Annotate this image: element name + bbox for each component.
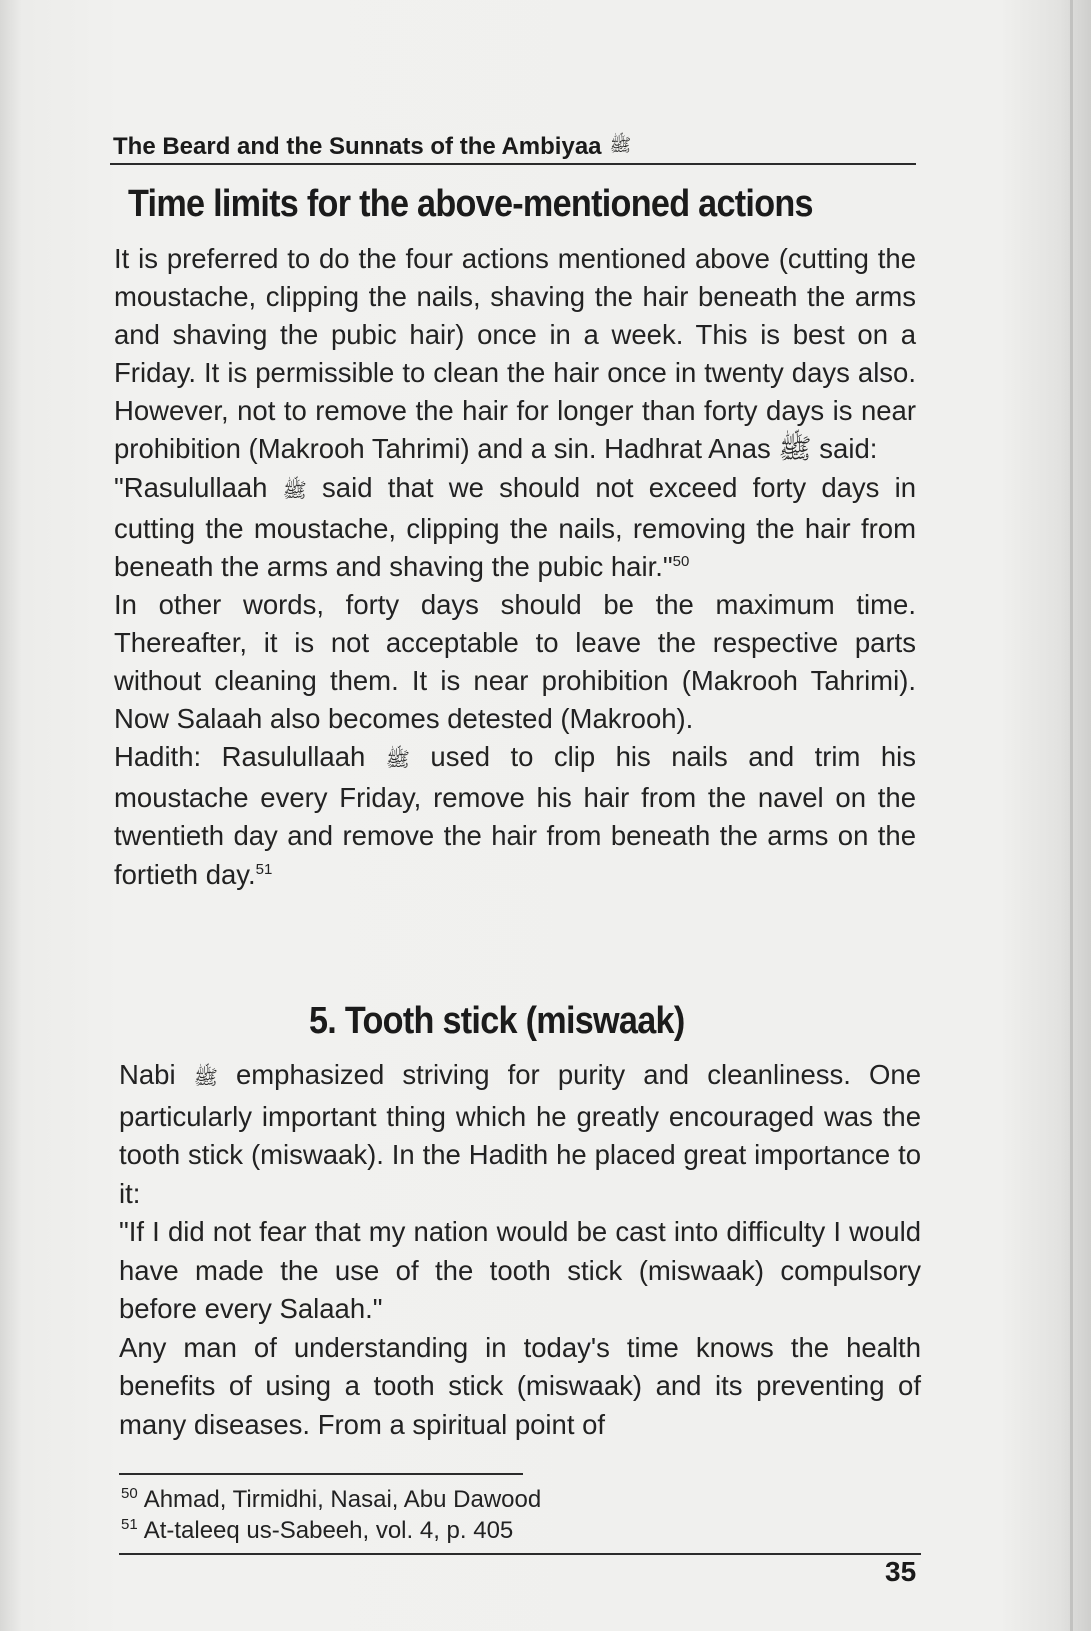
quote-miswaak: "If I did not fear that my nation would be cast into difficulty I would have made the use of the tooth stick (miswaak) compulsory before every Salaah." (119, 1216, 921, 1324)
page-number: 35 (885, 1556, 917, 1587)
honorific-glyph: ﷺ (609, 135, 632, 155)
footnote-number: 50 (121, 1485, 138, 1502)
salutation-glyph: ﷺ (193, 1067, 218, 1089)
footnote-rule (119, 1473, 523, 1475)
footnote-51 (121, 1515, 541, 1546)
footnotes (121, 1484, 541, 1546)
running-header-title: The Beard and the Sunnats of the Ambiyaa (113, 133, 602, 160)
section1-body (114, 240, 916, 894)
footnote-number: 51 (121, 1516, 138, 1533)
page-edge (1070, 0, 1073, 1631)
paragraph-preferred: It is preferred to do the four actions mentioned above (cutting the moustache, clipping the nails, shaving the hair beneath the arms and shaving the pubic hair) once in a week. This is best on a Friday. It is permissible to clean the hair once in twenty days also. However, not to remove the hair for longer than forty days is near prohibition (Makrooh Tahrimi) and a sin. Hadhrat Anas ﷺ said: (114, 243, 916, 465)
salutation-glyph: ﷺ (282, 479, 307, 502)
running-header (113, 133, 916, 161)
quote-rasulullaah: "Rasulullaah ﷺ said that we should not exceed forty days in cutting the moustache, clipping the nails, removing the hair from beneath the arms and shaving the pubic hair."$^{50}$ (114, 471, 917, 582)
section-heading-tooth-stick: 5. Tooth stick (miswaak) (309, 1000, 685, 1042)
footnote-text: Ahmad, Tirmidhi, Nasai, Abu Dawood (143, 1486, 542, 1513)
salutation-glyph: ﷺ (385, 749, 410, 772)
footnote-ref-50[interactable]: 50 (672, 552, 690, 570)
paragraph-nabi: Nabi ﷺ emphasized striving for purity and cleanliness. One particularly important thing which he greatly encouraged was the tooth stick (miswaak). In the Hadith he placed great importance to it: (119, 1059, 921, 1209)
footnote-50 (121, 1484, 541, 1515)
section-heading-time-limits: Time limits for the above-mentioned actions (128, 183, 813, 225)
section2-body (119, 1056, 921, 1444)
header-rule (110, 163, 916, 165)
paragraph-forty-days: In other words, forty days should be the maximum time. Thereafter, it is not acceptable to leave the respective parts without cleaning them. It is near prohibition (Makrooh Tahrimi). Now Salaah also becomes detested (Makrooh). (114, 588, 916, 735)
footnote-text: At-taleeq us-Sabeeh, vol. 4, p. 405 (143, 1517, 514, 1544)
footnote-ref-51[interactable]: 51 (255, 860, 273, 878)
paragraph-health-benefits: Any man of understanding in today's time knows the health benefits of using a tooth stick (miswaak) and its preventing of many diseases. From a spiritual point of (119, 1331, 921, 1440)
hadith-paragraph: Hadith: Rasulullaah ﷺ used to clip his nails and trim his moustache every Friday, remove his hair from the navel on the twentieth day and remove the hair from beneath the arms on the fortieth day.$^{51}$ (114, 741, 917, 890)
footer-rule (119, 1553, 921, 1555)
